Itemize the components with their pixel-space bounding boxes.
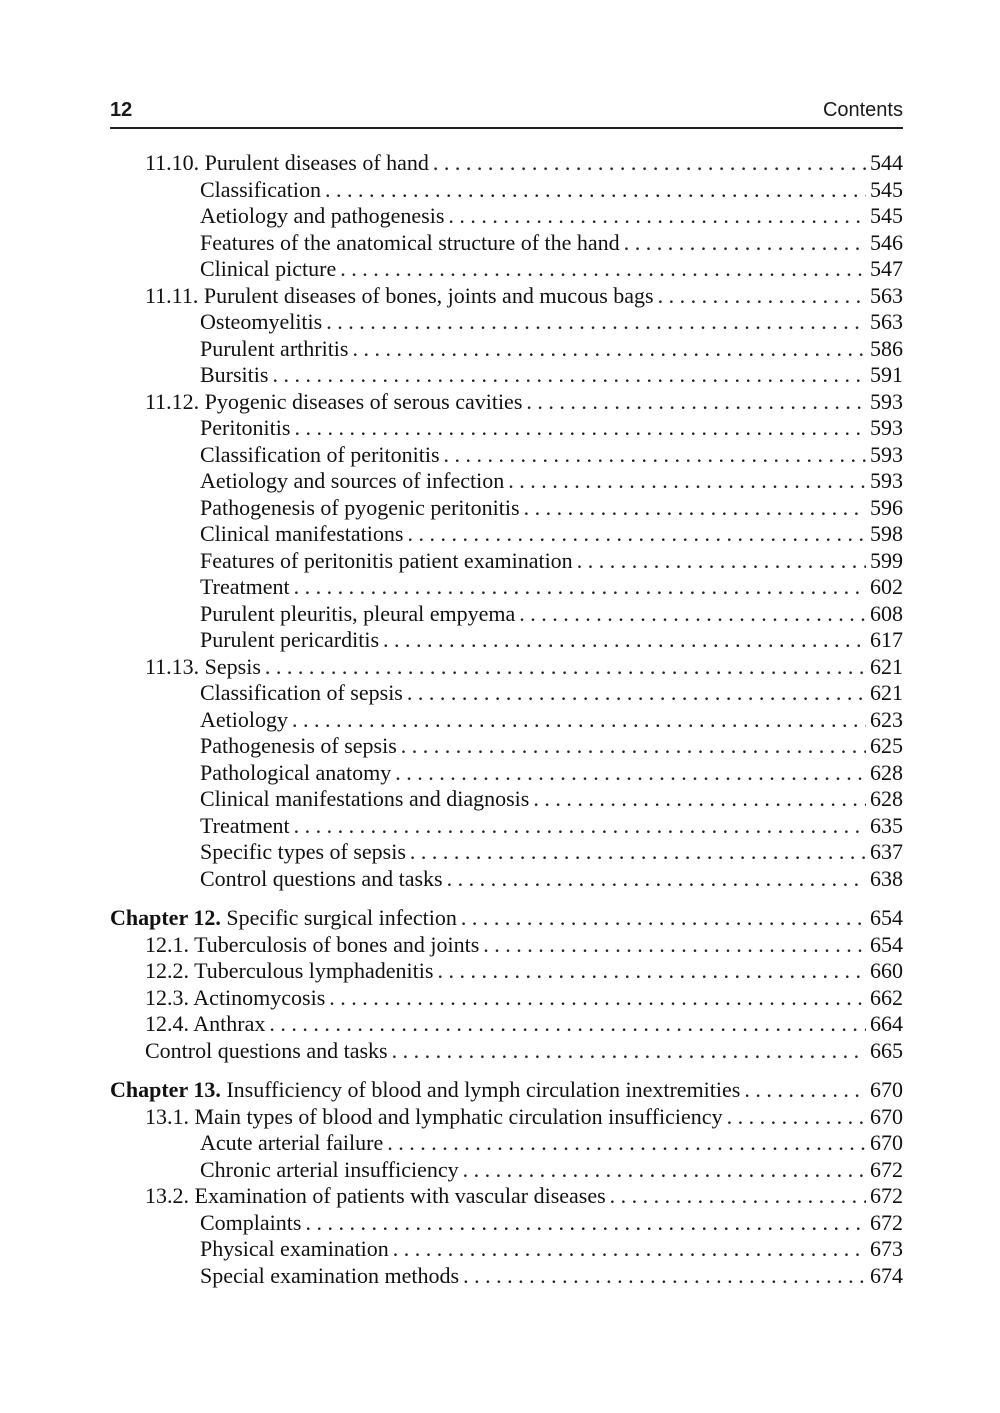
chapter-label: Chapter 13.: [110, 1077, 221, 1102]
toc-entry[interactable]: [110, 495, 903, 522]
toc-page-number: 621: [870, 653, 903, 679]
toc-page-number: 547: [870, 256, 903, 281]
dot-leader: [526, 389, 866, 416]
running-title: Contents: [822, 99, 903, 121]
toc-entry-title: 12.4. Anthrax: [145, 1011, 266, 1036]
toc-page-number: 665: [870, 1037, 903, 1063]
toc-entry-title: Features of peritonitis patient examination: [200, 547, 573, 573]
toc-page-number: 670: [870, 1103, 903, 1129]
toc-page-number: 674: [870, 1262, 903, 1288]
dot-leader: [269, 1011, 866, 1038]
toc-page-number: 593: [870, 468, 903, 493]
toc-entry-title: Clinical manifestations and diagnosis: [200, 786, 530, 811]
toc-entry[interactable]: [110, 574, 903, 601]
chapter-label: Chapter 12.: [110, 905, 221, 930]
dot-leader: [483, 932, 866, 959]
toc-entry-title: Acute arterial failure: [200, 1130, 384, 1155]
toc-page-number: 662: [870, 984, 903, 1010]
chapter-title: Insufficiency of blood and lymph circulation inextremities: [226, 1077, 741, 1102]
toc-entry-title: [110, 1077, 740, 1104]
dot-leader: [305, 1210, 866, 1237]
toc-entry-title: Aetiology and sources of infection: [200, 468, 505, 493]
dot-leader: [325, 177, 866, 204]
dot-leader: [410, 839, 866, 866]
dot-leader: [624, 230, 866, 257]
toc-entry-title: 11.11. Purulent diseases of bones, joints and mucous bags: [145, 282, 654, 308]
toc-page-number: 628: [870, 759, 903, 785]
dot-leader: [407, 680, 866, 707]
toc-chapter-entry[interactable]: [110, 1077, 903, 1104]
toc-entry[interactable]: [110, 654, 903, 681]
toc-entry-title: Treatment: [200, 574, 290, 599]
dot-leader: [448, 203, 866, 230]
toc-entry-title: Control questions and tasks: [200, 865, 443, 891]
toc-page-number: 586: [870, 335, 903, 361]
dot-leader: [658, 283, 866, 310]
toc-page-number: 625: [870, 733, 903, 758]
toc-entry[interactable]: [110, 985, 903, 1012]
toc-entry-title: Special examination methods: [200, 1262, 460, 1288]
toc-entry[interactable]: [110, 150, 903, 177]
dot-leader: [533, 786, 866, 813]
toc-page-number: 654: [870, 931, 903, 957]
toc-entry[interactable]: [110, 362, 903, 389]
toc-page-number: 617: [870, 627, 903, 652]
dot-leader: [294, 574, 866, 601]
toc-page-number: 608: [870, 600, 903, 626]
toc-entry[interactable]: [110, 1210, 903, 1237]
table-of-contents: [110, 150, 903, 1289]
toc-entry[interactable]: [110, 521, 903, 548]
dot-leader: [401, 733, 866, 760]
dot-leader: [447, 866, 866, 893]
toc-page-number: 637: [870, 839, 903, 864]
toc-page-number: 593: [870, 415, 903, 440]
toc-page-number: 673: [870, 1236, 903, 1261]
toc-entry[interactable]: [110, 1011, 903, 1038]
toc-entry[interactable]: [110, 1104, 903, 1131]
toc-page-number: 591: [870, 362, 903, 387]
toc-page-number: 623: [870, 706, 903, 732]
toc-entry[interactable]: [110, 601, 903, 628]
toc-entry[interactable]: [110, 680, 903, 707]
toc-entry[interactable]: [110, 707, 903, 734]
dot-leader: [727, 1104, 866, 1131]
page-number: 12: [110, 99, 133, 121]
dot-leader: [463, 1263, 866, 1290]
toc-entry[interactable]: [110, 1038, 903, 1065]
toc-entry-title: Control questions and tasks: [145, 1037, 388, 1063]
dot-leader: [294, 813, 866, 840]
toc-entry-title: Pathogenesis of pyogenic peritonitis: [200, 494, 520, 520]
toc-entry[interactable]: [110, 627, 903, 654]
toc-entry[interactable]: [110, 958, 903, 985]
toc-entry-title: Treatment: [200, 812, 290, 838]
toc-entry[interactable]: [110, 548, 903, 575]
toc-entry[interactable]: [110, 839, 903, 866]
toc-page-number: 672: [870, 1156, 903, 1182]
toc-page-number: 545: [870, 203, 903, 228]
toc-entry-title: Purulent pleuritis, pleural empyema: [200, 600, 516, 626]
toc-entry[interactable]: [110, 336, 903, 363]
toc-page-number: 563: [870, 282, 903, 308]
toc-entry-title: Peritonitis: [200, 415, 291, 440]
toc-entry[interactable]: [110, 468, 903, 495]
toc-entry-title: Specific types of sepsis: [200, 839, 406, 864]
dot-leader: [508, 468, 866, 495]
toc-page-number: 672: [870, 1209, 903, 1235]
dot-leader: [326, 309, 866, 336]
toc-page-number: 638: [870, 865, 903, 891]
dot-leader: [393, 1236, 866, 1263]
dot-leader: [272, 362, 866, 389]
chapter-title: Specific surgical infection: [226, 905, 457, 930]
toc-page-number: 670: [870, 1130, 903, 1155]
toc-entry[interactable]: [110, 309, 903, 336]
toc-entry-title: Pathological anatomy: [200, 759, 392, 785]
toc-entry-title: 12.3. Actinomycosis: [145, 984, 326, 1010]
toc-page-number: 602: [870, 574, 903, 599]
dot-leader: [524, 495, 866, 522]
toc-entry[interactable]: [110, 177, 903, 204]
toc-page-number: 593: [870, 441, 903, 467]
toc-page-number: 670: [870, 1077, 903, 1102]
toc-entry[interactable]: [110, 1263, 903, 1290]
toc-entry-title: 12.2. Tuberculous lymphadenitis: [145, 958, 434, 983]
dot-leader: [463, 1157, 866, 1184]
toc-entry-title: 11.12. Pyogenic diseases of serous cavities: [145, 388, 523, 414]
toc-entry-title: [110, 905, 457, 932]
running-header: [110, 97, 903, 129]
toc-entry[interactable]: [110, 256, 903, 283]
toc-page-number: 563: [870, 309, 903, 334]
toc-entry-title: Classification of sepsis: [200, 680, 403, 705]
toc-entry-title: 13.2. Examination of patients with vascular diseases: [145, 1183, 606, 1208]
toc-entry-title: Classification: [200, 176, 321, 202]
toc-page-number: 672: [870, 1183, 903, 1208]
toc-entry[interactable]: [110, 203, 903, 230]
toc-entry[interactable]: [110, 866, 903, 893]
toc-entry-title: 13.1. Main types of blood and lymphatic circulation insufficiency: [145, 1103, 723, 1129]
toc-entry[interactable]: [110, 786, 903, 813]
toc-page-number: 660: [870, 958, 903, 983]
toc-entry-title: Bursitis: [200, 362, 269, 387]
toc-page-number: 599: [870, 547, 903, 573]
dot-leader: [265, 654, 866, 681]
dot-leader: [519, 601, 866, 628]
toc-entry-title: Physical examination: [200, 1236, 389, 1261]
toc-page-number: 593: [870, 388, 903, 414]
toc-page-number: 596: [870, 494, 903, 520]
toc-entry-title: Clinical manifestations: [200, 521, 404, 546]
dot-leader: [340, 256, 866, 283]
dot-leader: [444, 442, 866, 469]
toc-entry-title: Purulent arthritis: [200, 335, 349, 361]
toc-entry-title: 12.1. Tuberculosis of bones and joints: [145, 931, 480, 957]
toc-entry[interactable]: [110, 442, 903, 469]
toc-entry-title: Chronic arterial insufficiency: [200, 1156, 459, 1182]
dot-leader: [387, 1130, 866, 1157]
dot-leader: [610, 1183, 866, 1210]
toc-entry[interactable]: [110, 932, 903, 959]
toc-entry-title: Pathogenesis of sepsis: [200, 733, 397, 758]
toc-entry[interactable]: [110, 230, 903, 257]
toc-entry[interactable]: [110, 813, 903, 840]
toc-entry-title: Aetiology and pathogenesis: [200, 203, 445, 228]
dot-leader: [577, 548, 866, 575]
toc-page-number: 546: [870, 229, 903, 255]
toc-entry-title: Purulent pericarditis: [200, 627, 380, 652]
toc-entry[interactable]: [110, 283, 903, 310]
toc-page-number: 621: [870, 680, 903, 705]
toc-page-number: 654: [870, 905, 903, 930]
toc-entry-title: Complaints: [200, 1209, 302, 1235]
toc-entry[interactable]: [110, 1157, 903, 1184]
toc-page-number: 635: [870, 812, 903, 838]
dot-leader: [461, 905, 866, 932]
toc-entry[interactable]: [110, 1236, 903, 1263]
toc-entry[interactable]: [110, 415, 903, 442]
toc-page-number: 544: [870, 150, 903, 175]
dot-leader: [383, 627, 866, 654]
toc-entry-title: Clinical picture: [200, 256, 337, 281]
toc-entry[interactable]: [110, 389, 903, 416]
dot-leader: [352, 336, 866, 363]
toc-chapter-entry[interactable]: [110, 905, 903, 932]
toc-entry-title: Aetiology: [200, 706, 288, 732]
toc-entry-title: Osteomyelitis: [200, 309, 323, 334]
dot-leader: [437, 958, 866, 985]
toc-entry[interactable]: [110, 1130, 903, 1157]
toc-entry-title: 11.10. Purulent diseases of hand: [145, 150, 429, 175]
toc-page-number: 664: [870, 1011, 903, 1036]
toc-page-number: 628: [870, 786, 903, 811]
dot-leader: [292, 707, 866, 734]
toc-entry[interactable]: [110, 1183, 903, 1210]
dot-leader: [744, 1077, 866, 1104]
dot-leader: [294, 415, 866, 442]
dot-leader: [392, 1038, 866, 1065]
dot-leader: [407, 521, 866, 548]
dot-leader: [433, 150, 866, 177]
toc-entry-title: Classification of peritonitis: [200, 441, 440, 467]
toc-entry-title: 11.13. Sepsis: [145, 653, 261, 679]
dot-leader: [395, 760, 866, 787]
toc-entry[interactable]: [110, 733, 903, 760]
toc-page-number: 598: [870, 521, 903, 546]
toc-entry-title: Features of the anatomical structure of the hand: [200, 229, 620, 255]
toc-page-number: 545: [870, 176, 903, 202]
dot-leader: [329, 985, 866, 1012]
toc-entry[interactable]: [110, 760, 903, 787]
